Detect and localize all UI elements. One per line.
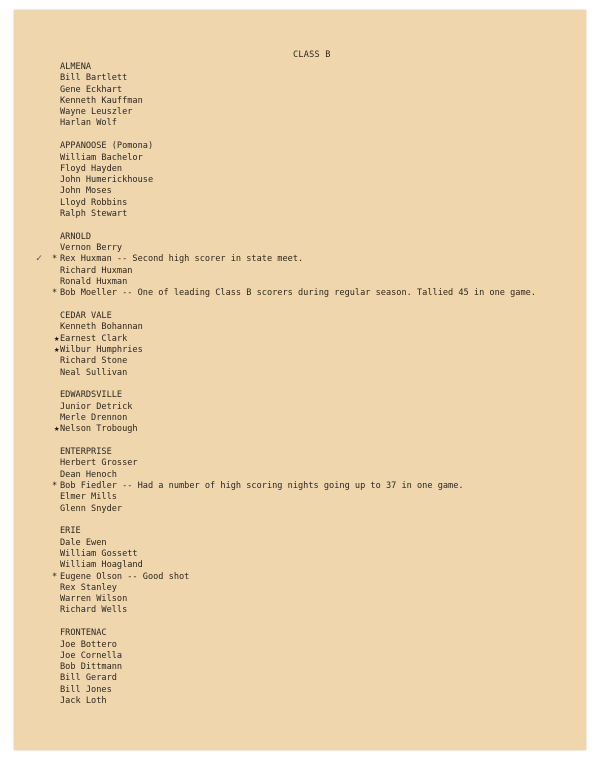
team-heading: ALMENA bbox=[60, 62, 92, 72]
player-name: Joe Bottero bbox=[60, 639, 117, 650]
player-line bbox=[60, 322, 580, 333]
star-mark-icon: ★ bbox=[54, 424, 60, 435]
player-name: Richard Stone bbox=[60, 356, 128, 367]
player-name: Eugene Olson -- Good shot bbox=[60, 571, 190, 582]
player-line bbox=[60, 186, 580, 197]
player-line bbox=[52, 571, 580, 583]
player-line bbox=[60, 605, 580, 616]
player-name: Neal Sullivan bbox=[60, 367, 128, 378]
team-heading: APPANOOSE (Pomona) bbox=[60, 141, 154, 152]
player-name: Dale Ewen bbox=[60, 537, 107, 548]
team-section bbox=[52, 447, 580, 515]
team-heading: FRONTENAC bbox=[60, 628, 107, 639]
team-heading: ARNOLD bbox=[60, 231, 92, 242]
player-name: Richard Huxman bbox=[60, 265, 133, 276]
player-line bbox=[60, 685, 580, 696]
player-line bbox=[36, 253, 580, 265]
player-name: Rex Huxman -- Second high scorer in state meet. bbox=[60, 254, 304, 265]
player-line bbox=[60, 243, 580, 254]
player-line bbox=[60, 96, 580, 107]
player-name: Richard Wells bbox=[60, 605, 128, 616]
team-section bbox=[36, 231, 580, 300]
player-name: Elmer Mills bbox=[60, 492, 117, 503]
player-line bbox=[60, 640, 580, 651]
asterisk-mark: * bbox=[52, 571, 58, 582]
player-line bbox=[60, 266, 580, 277]
player-name: Wayne Leuszler bbox=[60, 107, 133, 118]
player-line bbox=[60, 673, 580, 684]
player-name: Glenn Snyder bbox=[60, 503, 123, 514]
player-line bbox=[60, 492, 580, 503]
player-name: Earnest Clark bbox=[60, 333, 128, 344]
player-line bbox=[60, 209, 580, 220]
player-name: Bill Jones bbox=[60, 684, 112, 695]
player-name: Bob Fiedler -- Had a number of high scoring nights going up to 37 in one game. bbox=[60, 481, 464, 491]
player-name: Wilbur Humphries bbox=[60, 345, 143, 356]
player-name: Kenneth Kauffman bbox=[60, 95, 143, 106]
star-mark-icon: ★ bbox=[54, 345, 60, 356]
player-name: Herbert Grosser bbox=[60, 458, 138, 469]
asterisk-mark: * bbox=[52, 288, 58, 299]
player-name: Bill Bartlett bbox=[60, 73, 128, 84]
player-line bbox=[60, 560, 580, 571]
team-heading: EDWARDSVILLE bbox=[60, 390, 123, 401]
player-line bbox=[60, 504, 580, 515]
team-section bbox=[54, 390, 580, 435]
player-line bbox=[60, 368, 580, 379]
player-name: William Gossett bbox=[60, 548, 138, 559]
player-line bbox=[60, 153, 580, 164]
player-line bbox=[60, 413, 580, 424]
player-line bbox=[60, 85, 580, 96]
check-mark-icon: ✓ bbox=[36, 253, 43, 265]
team-section bbox=[60, 141, 580, 220]
player-name: Merle Drennon bbox=[60, 413, 128, 424]
player-line bbox=[60, 198, 580, 209]
player-name: Kenneth Bohannan bbox=[60, 322, 143, 333]
player-name: Gene Eckhart bbox=[60, 84, 123, 95]
player-line bbox=[60, 549, 580, 560]
team-roster-list bbox=[36, 62, 580, 719]
player-name: John Humerickhouse bbox=[60, 175, 154, 186]
team-heading: ENTERPRISE bbox=[60, 447, 112, 458]
player-name: Dean Henoch bbox=[60, 469, 117, 480]
player-line bbox=[60, 402, 580, 413]
asterisk-mark: * bbox=[52, 481, 58, 491]
player-name: Bob Dittmann bbox=[60, 662, 123, 673]
player-name: Nelson Trobough bbox=[60, 424, 138, 435]
player-line bbox=[60, 662, 580, 673]
team-section bbox=[60, 62, 580, 130]
player-line bbox=[60, 356, 580, 367]
player-name: Lloyd Robbins bbox=[60, 197, 128, 208]
page-title: CLASS B bbox=[293, 50, 331, 60]
asterisk-mark: * bbox=[52, 254, 58, 265]
player-line bbox=[60, 164, 580, 175]
player-line bbox=[54, 424, 580, 435]
player-line bbox=[60, 458, 580, 469]
player-name: Ralph Stewart bbox=[60, 209, 128, 220]
player-line bbox=[60, 594, 580, 605]
player-name: Harlan Wolf bbox=[60, 118, 117, 129]
player-name: Warren Wilson bbox=[60, 594, 128, 605]
player-name: Joe Cornella bbox=[60, 650, 123, 661]
player-name: William Hoagland bbox=[60, 560, 143, 571]
player-line bbox=[60, 583, 580, 594]
player-line bbox=[60, 696, 580, 707]
player-name: Vernon Berry bbox=[60, 243, 123, 254]
player-name: Jack Loth bbox=[60, 696, 107, 707]
player-name: John Moses bbox=[60, 186, 112, 197]
team-section bbox=[60, 628, 580, 707]
player-name: Junior Detrick bbox=[60, 401, 133, 412]
team-heading: CEDAR VALE bbox=[60, 311, 112, 322]
player-line bbox=[60, 651, 580, 662]
player-name: Rex Stanley bbox=[60, 582, 117, 593]
player-line bbox=[54, 345, 580, 356]
player-line bbox=[52, 481, 580, 492]
player-name: Floyd Hayden bbox=[60, 163, 123, 174]
team-section bbox=[54, 311, 580, 379]
player-name: Bob Moeller -- One of leading Class B scorers during regular season. Tallied 45 in one game. bbox=[60, 288, 536, 299]
player-line bbox=[52, 288, 580, 299]
player-name: Bill Gerard bbox=[60, 673, 117, 684]
player-line bbox=[60, 538, 580, 549]
player-line bbox=[54, 333, 580, 345]
player-line bbox=[60, 277, 580, 288]
player-line bbox=[60, 175, 580, 186]
team-heading: ERIE bbox=[60, 526, 81, 537]
star-mark-icon: ★ bbox=[54, 333, 60, 344]
player-line bbox=[60, 73, 580, 84]
player-name: Ronald Huxman bbox=[60, 277, 128, 288]
team-section bbox=[52, 526, 580, 616]
player-name: William Bachelor bbox=[60, 152, 143, 163]
player-line bbox=[60, 470, 580, 481]
player-line bbox=[60, 107, 580, 118]
player-line bbox=[60, 118, 580, 129]
